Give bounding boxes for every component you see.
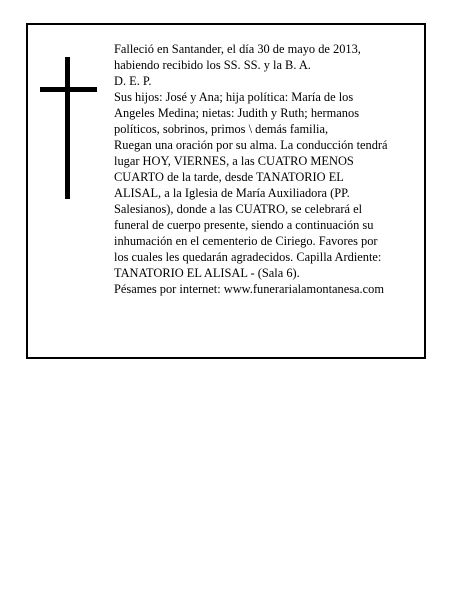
obituary-line: ALISAL, a la Iglesia de María Auxiliadora (PP.	[114, 186, 350, 200]
obituary-line: los cuales les quedarán agradecidos. Capilla Ardiente:	[114, 250, 382, 264]
obituary-notice	[26, 23, 426, 359]
obituary-line: funeral de cuerpo presente, siendo a continuación su	[114, 218, 374, 232]
cross-vertical-bar	[65, 57, 70, 199]
obituary-line: Angeles Medina; nietas: Judith y Ruth; hermanos	[114, 106, 360, 120]
obituary-line: Sus hijos: José y Ana; hija política: María de los	[114, 90, 354, 104]
cross-icon	[40, 57, 97, 199]
obituary-line: TANATORIO EL ALISAL - (Sala 6).	[114, 266, 300, 280]
obituary-line: Ruegan una oración por su alma. La conducción tendrá	[114, 138, 388, 152]
cross-horizontal-bar	[40, 87, 97, 92]
obituary-line: inhumación en el cementerio de Ciriego. Favores por	[114, 234, 378, 248]
obituary-line: CUARTO de la tarde, desde TANATORIO EL	[114, 170, 344, 184]
obituary-line: habiendo recibido los SS. SS. y la B. A.	[114, 58, 311, 72]
obituary-line: D. E. P.	[114, 74, 152, 88]
obituary-line: Pésames por internet: www.funerarialamontanesa.com	[114, 282, 384, 296]
obituary-text	[114, 41, 420, 297]
obituary-line: políticos, sobrinos, primos \ demás familia,	[114, 122, 329, 136]
obituary-line: lugar HOY, VIERNES, a las CUATRO MENOS	[114, 154, 354, 168]
obituary-line: Salesianos), donde a las CUATRO, se celebrará el	[114, 202, 363, 216]
obituary-line: Falleció en Santander, el día 30 de mayo de 2013,	[114, 42, 361, 56]
